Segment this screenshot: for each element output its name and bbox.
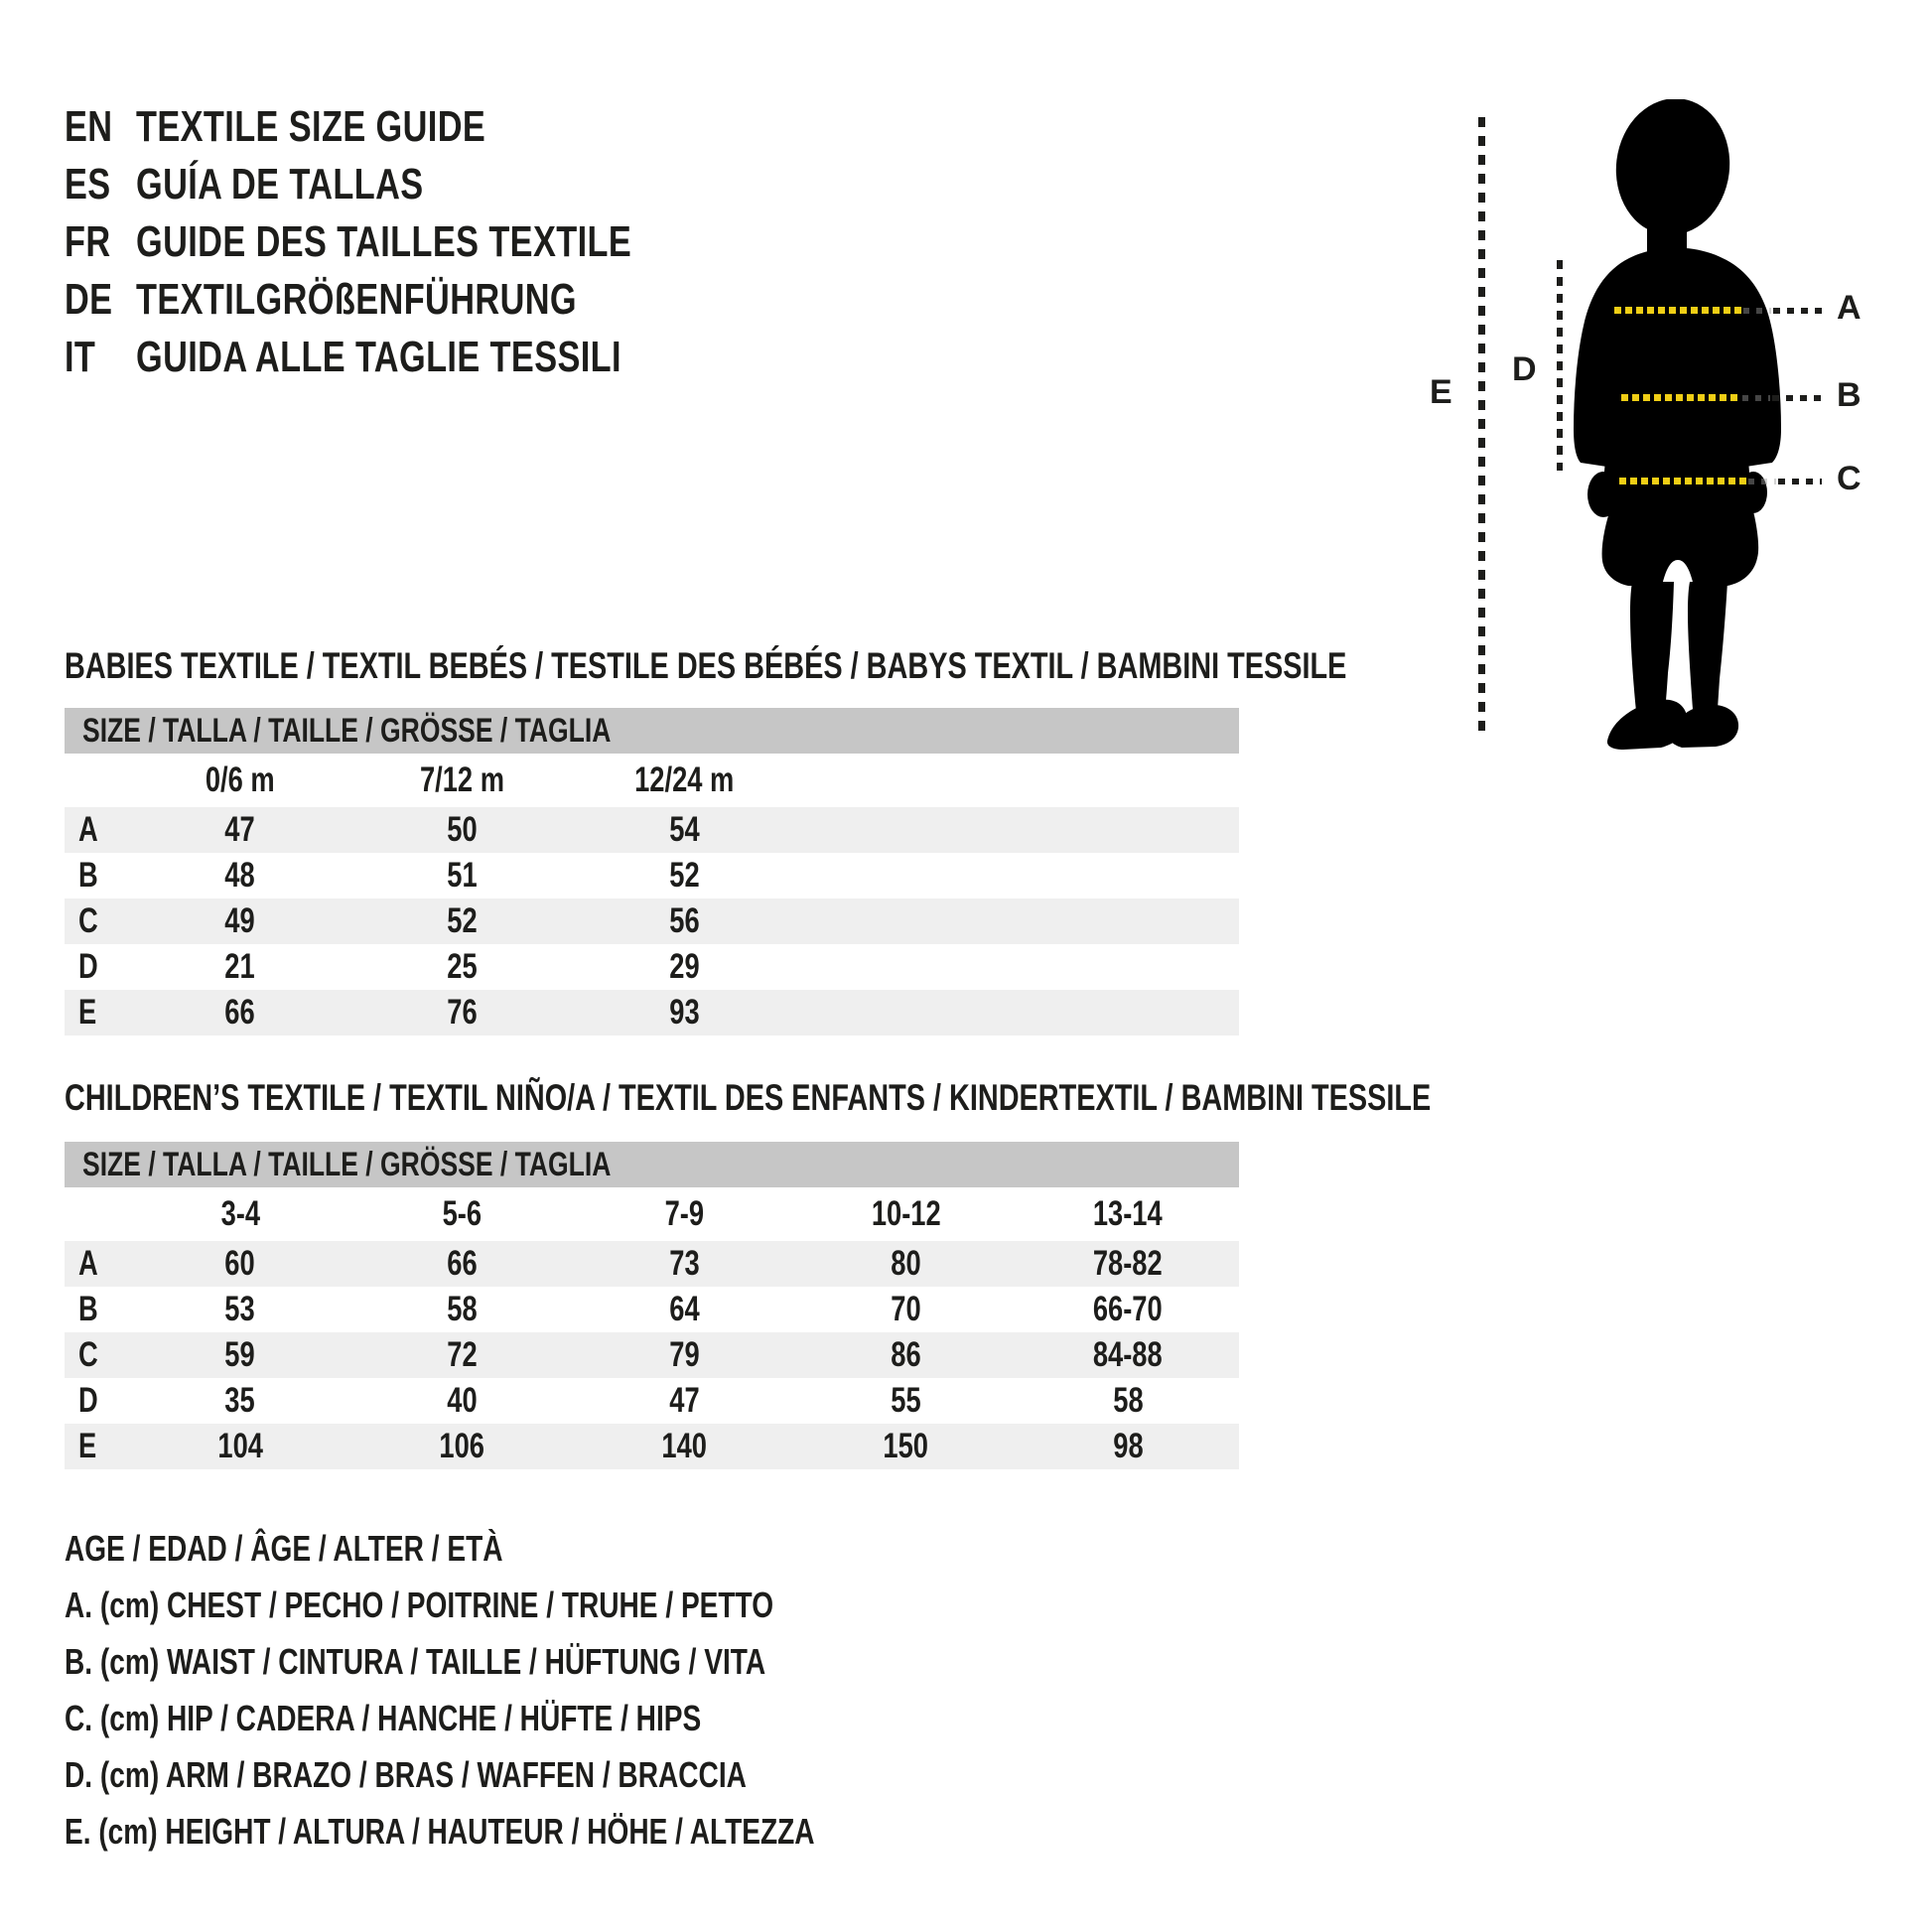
cell-value: 21 (224, 947, 255, 986)
lang-code-es: ES (65, 160, 111, 208)
hip-label: C (1837, 460, 1862, 497)
table-row (65, 1287, 1239, 1332)
cell-value: 66-70 (1093, 1290, 1164, 1328)
arm-label: D (1512, 350, 1537, 388)
hip-measure-line-yellow (1619, 478, 1746, 484)
cell-value: 76 (447, 993, 478, 1032)
header-title-es: GUÍA DE TALLAS (136, 160, 424, 208)
cell-value: 58 (1112, 1381, 1144, 1420)
header-title-it: GUIDA ALLE TAGLIE TESSILI (136, 333, 621, 381)
cell-value: 49 (224, 901, 255, 940)
row-label: D (78, 947, 98, 986)
lang-code-de: DE (65, 275, 113, 324)
legend-line-chest (65, 1580, 973, 1631)
lang-code-fr: FR (65, 217, 111, 266)
cell-value: 84-88 (1093, 1335, 1164, 1374)
cell-value: 70 (891, 1290, 921, 1328)
children-col-3: 10-12 (871, 1194, 941, 1233)
row-label: E (78, 1427, 97, 1465)
legend-line-age (65, 1523, 626, 1575)
waist-measure-line-yellow (1621, 394, 1740, 401)
table-row (65, 807, 1239, 853)
babies-col-0: 0/6 m (205, 760, 275, 799)
legend-text: AGE / EDAD / ÂGE / ALTER / ETÀ (65, 1528, 503, 1569)
chest-measure-line-gray (1743, 308, 1771, 314)
cell-value: 47 (668, 1381, 700, 1420)
children-section-title (65, 1072, 1817, 1124)
table-row (65, 944, 1239, 990)
header-title-en: TEXTILE SIZE GUIDE (136, 102, 486, 151)
legend-line-waist (65, 1636, 963, 1688)
cell-value: 78-82 (1093, 1244, 1164, 1283)
cell-value: 72 (447, 1335, 478, 1374)
cell-value: 52 (447, 901, 478, 940)
table-row (65, 853, 1239, 898)
cell-value: 104 (217, 1427, 263, 1465)
lang-code-it: IT (65, 333, 96, 381)
cell-value: 58 (447, 1290, 478, 1328)
legend-line-hip (65, 1693, 881, 1744)
cell-value: 25 (447, 947, 478, 986)
cell-value: 86 (891, 1335, 921, 1374)
header-title-de: TEXTILGRÖßENFÜHRUNG (136, 275, 578, 324)
cell-value: 47 (224, 810, 255, 849)
waist-measure-line-gray (1742, 395, 1770, 401)
cell-value: 56 (668, 901, 700, 940)
chest-label: A (1837, 289, 1862, 327)
row-label: E (78, 993, 97, 1032)
row-label: A (78, 1244, 98, 1283)
cell-value: 66 (224, 993, 255, 1032)
legend-text: B. (cm) WAIST / CINTURA / TAILLE / HÜFTUNG / VITA (65, 1641, 766, 1682)
babies-col-1: 7/12 m (419, 760, 504, 799)
babies-size-header-text: SIZE / TALLA / TAILLE / GRÖSSE / TAGLIA (82, 711, 612, 750)
cell-value: 59 (224, 1335, 255, 1374)
table-row (65, 990, 1239, 1035)
arm-dimension-line (1557, 260, 1563, 471)
cell-value: 106 (439, 1427, 485, 1465)
children-column-header-row (65, 1187, 1239, 1241)
waist-measure-line-black (1772, 395, 1822, 401)
lang-code-en: EN (65, 102, 113, 151)
legend-text: A. (cm) CHEST / PECHO / POITRINE / TRUHE / PETTO (65, 1585, 774, 1625)
babies-size-header-bar (65, 708, 1239, 754)
cell-value: 80 (891, 1244, 921, 1283)
table-row (65, 898, 1239, 944)
row-label: A (78, 810, 98, 849)
children-size-header-text: SIZE / TALLA / TAILLE / GRÖSSE / TAGLIA (82, 1145, 612, 1183)
legend-line-height (65, 1806, 1027, 1858)
legend-text: E. (cm) HEIGHT / ALTURA / HAUTEUR / HÖHE / ALTEZZA (65, 1811, 815, 1852)
cell-value: 52 (668, 856, 700, 895)
row-label: C (78, 901, 98, 940)
babies-column-header-row (65, 754, 1239, 807)
children-size-header-bar (65, 1142, 1239, 1187)
children-col-0: 3-4 (220, 1194, 260, 1233)
cell-value: 48 (224, 856, 255, 895)
babies-title-text: BABIES TEXTILE / TEXTIL BEBÉS / TESTILE DES BÉBÉS / BABYS TEXTIL / BAMBINI TESSILE (65, 645, 1347, 686)
cell-value: 64 (668, 1290, 700, 1328)
babies-section-title (65, 640, 1709, 692)
cell-value: 55 (891, 1381, 921, 1420)
hip-measure-line-gray (1748, 479, 1776, 484)
children-col-1: 5-6 (442, 1194, 483, 1233)
table-row (65, 1378, 1239, 1424)
chest-measure-line-yellow (1614, 307, 1741, 314)
babies-col-2: 12/24 m (633, 760, 735, 799)
cell-value: 29 (668, 947, 700, 986)
cell-value: 54 (668, 810, 700, 849)
legend-text: D. (cm) ARM / BRAZO / BRAS / WAFFEN / BRACCIA (65, 1754, 747, 1795)
cell-value: 40 (447, 1381, 478, 1420)
header-title-fr: GUIDE DES TAILLES TEXTILE (136, 217, 632, 266)
cell-value: 73 (668, 1244, 700, 1283)
cell-value: 150 (883, 1427, 929, 1465)
cell-value: 50 (447, 810, 478, 849)
legend-text: C. (cm) HIP / CADERA / HANCHE / HÜFTE / HIPS (65, 1698, 702, 1738)
cell-value: 53 (224, 1290, 255, 1328)
cell-value: 93 (668, 993, 700, 1032)
cell-value: 35 (224, 1381, 255, 1420)
legend-line-arm (65, 1749, 939, 1801)
cell-value: 66 (447, 1244, 478, 1283)
cell-value: 140 (661, 1427, 707, 1465)
row-label: B (78, 1290, 98, 1328)
hip-measure-line-black (1778, 479, 1822, 484)
children-col-2: 7-9 (664, 1194, 704, 1233)
cell-value: 79 (668, 1335, 700, 1374)
row-label: D (78, 1381, 98, 1420)
table-row (65, 1241, 1239, 1287)
row-label: B (78, 856, 98, 895)
table-row (65, 1332, 1239, 1378)
waist-label: B (1837, 376, 1862, 414)
cell-value: 60 (224, 1244, 255, 1283)
table-row (65, 1424, 1239, 1469)
children-col-4: 13-14 (1093, 1194, 1164, 1233)
row-label: C (78, 1335, 98, 1374)
cell-value: 51 (447, 856, 478, 895)
height-label: E (1430, 373, 1452, 411)
children-title-text: CHILDREN’S TEXTILE / TEXTIL NIÑO/A / TEXTIL DES ENFANTS / KINDERTEXTIL / BAMBINI TESSILE (65, 1077, 1432, 1118)
cell-value: 98 (1112, 1427, 1144, 1465)
chest-measure-line-black (1773, 308, 1823, 314)
